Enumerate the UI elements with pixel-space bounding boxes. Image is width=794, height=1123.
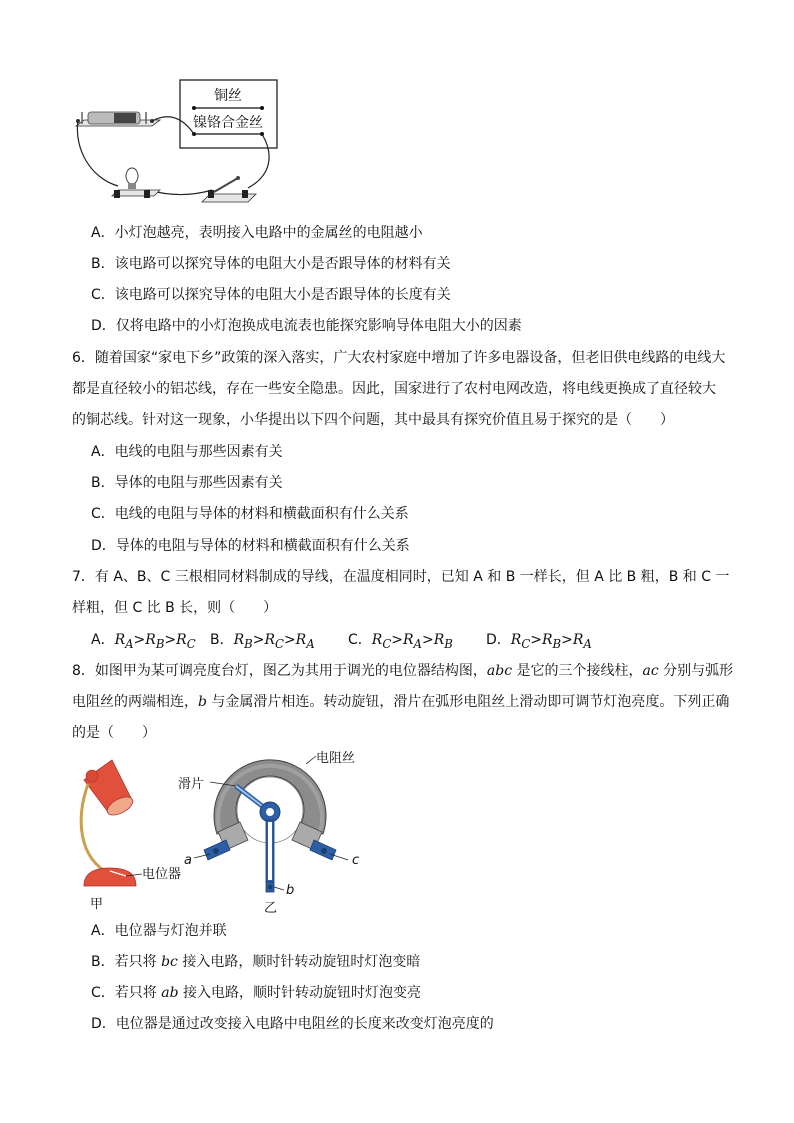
q8-option-d: D．电位器是通过改变接入电路中电阻丝的长度来改变灯泡亮度的 bbox=[91, 1016, 494, 1032]
q5-option-a: A．小灯泡越亮，表明接入电路中的金属丝的电阻越小 bbox=[91, 225, 423, 241]
q6-option-b: B．导体的电阻与那些因素有关 bbox=[91, 475, 283, 491]
circuit-figure bbox=[70, 78, 285, 210]
q8-option-a: A．电位器与灯泡并联 bbox=[91, 923, 227, 939]
q6-stem-line1: 6．随着国家“家电下乡”政策的深入落实，广大农村家庭中增加了许多电器设备，但老旧供电线路的电线大 bbox=[72, 350, 726, 366]
q6-option-c: C．电线的电阻与导体的材料和横截面积有什么关系 bbox=[91, 506, 409, 522]
q5-option-c: C．该电路可以探究导体的电阻大小是否跟导体的长度有关 bbox=[91, 287, 451, 303]
switch bbox=[202, 176, 256, 202]
circuit-diagram bbox=[70, 78, 285, 210]
q5-option-b: B．该电路可以探究导体的电阻大小是否跟导体的材料有关 bbox=[91, 256, 451, 272]
lamp-and-potentiometer-diagram bbox=[70, 748, 370, 916]
q7-option-b: B．$R_B>R_C>R_A$ bbox=[210, 632, 315, 651]
label-yi: 乙 bbox=[264, 901, 278, 916]
q8-stem-line2: 电阻丝的两端相连，b 与金属滑片相连。转动旋钮，滑片在弧形电阻丝上滑动即可调节灯泡亮度。下列正确 bbox=[72, 694, 730, 710]
q7-stem-line2: 样粗，但 C 比 B 长，则（ ） bbox=[72, 600, 278, 616]
label-terminal-c: c bbox=[352, 853, 360, 868]
label-dianweiqi: 电位器 bbox=[142, 867, 182, 882]
label-huapian: 滑片 bbox=[178, 777, 205, 792]
q7-stem-line1: 7．有 A、B、C 三根相同材料制成的导线，在温度相同时，已知 A 和 B 一样长，但 A 比 B 粗，B 和 C 一 bbox=[72, 569, 730, 585]
q7-option-a: A．$R_A>R_B>R_C$ bbox=[91, 632, 196, 651]
label-terminal-a: a bbox=[184, 853, 192, 868]
label-dianzusi: 电阻丝 bbox=[316, 751, 356, 766]
q8-stem-line1: 8．如图甲为某可调亮度台灯，图乙为其用于调光的电位器结构图，abc 是它的三个接线柱，ac 分别与弧形 bbox=[72, 663, 734, 679]
q6-stem-line3: 的铜芯线。针对这一现象，小华提出以下四个问题，其中最具有探究价值且易于探究的是（ ） bbox=[72, 412, 674, 428]
battery bbox=[76, 112, 160, 126]
box-label-copper: 铜丝 bbox=[214, 88, 242, 104]
q7-option-d: D．$R_C>R_B>R_A$ bbox=[486, 632, 592, 651]
q5-option-d: D．仅将电路中的小灯泡换成电流表也能探究影响导体电阻大小的因素 bbox=[91, 318, 522, 334]
label-terminal-b: b bbox=[286, 883, 295, 898]
q7-option-c: C．$R_C>R_A>R_B$ bbox=[348, 632, 453, 651]
q8-option-b: B．若只将 bc 接入电路，顺时针转动旋钮时灯泡变暗 bbox=[91, 954, 421, 970]
label-jia: 甲 bbox=[90, 897, 104, 912]
box-label-nichrome: 镍铬合金丝 bbox=[193, 115, 263, 131]
potentiometer-figure bbox=[70, 748, 370, 916]
q8-stem-line3: 的是（ ） bbox=[72, 725, 156, 741]
desk-lamp bbox=[81, 760, 136, 886]
q6-stem-line2: 都是直径较小的铝芯线，存在一些安全隐患。因此，国家进行了农村电网改造，将电线更换成了直径较大 bbox=[72, 381, 716, 397]
q6-option-d: D．导体的电阻与导体的材料和横截面积有什么关系 bbox=[91, 538, 410, 554]
potentiometer bbox=[204, 760, 336, 892]
q6-option-a: A．电线的电阻与那些因素有关 bbox=[91, 444, 283, 460]
q8-option-c: C．若只将 ab 接入电路，顺时针转动旋钮时灯泡变亮 bbox=[91, 985, 421, 1001]
bulb bbox=[112, 168, 160, 198]
